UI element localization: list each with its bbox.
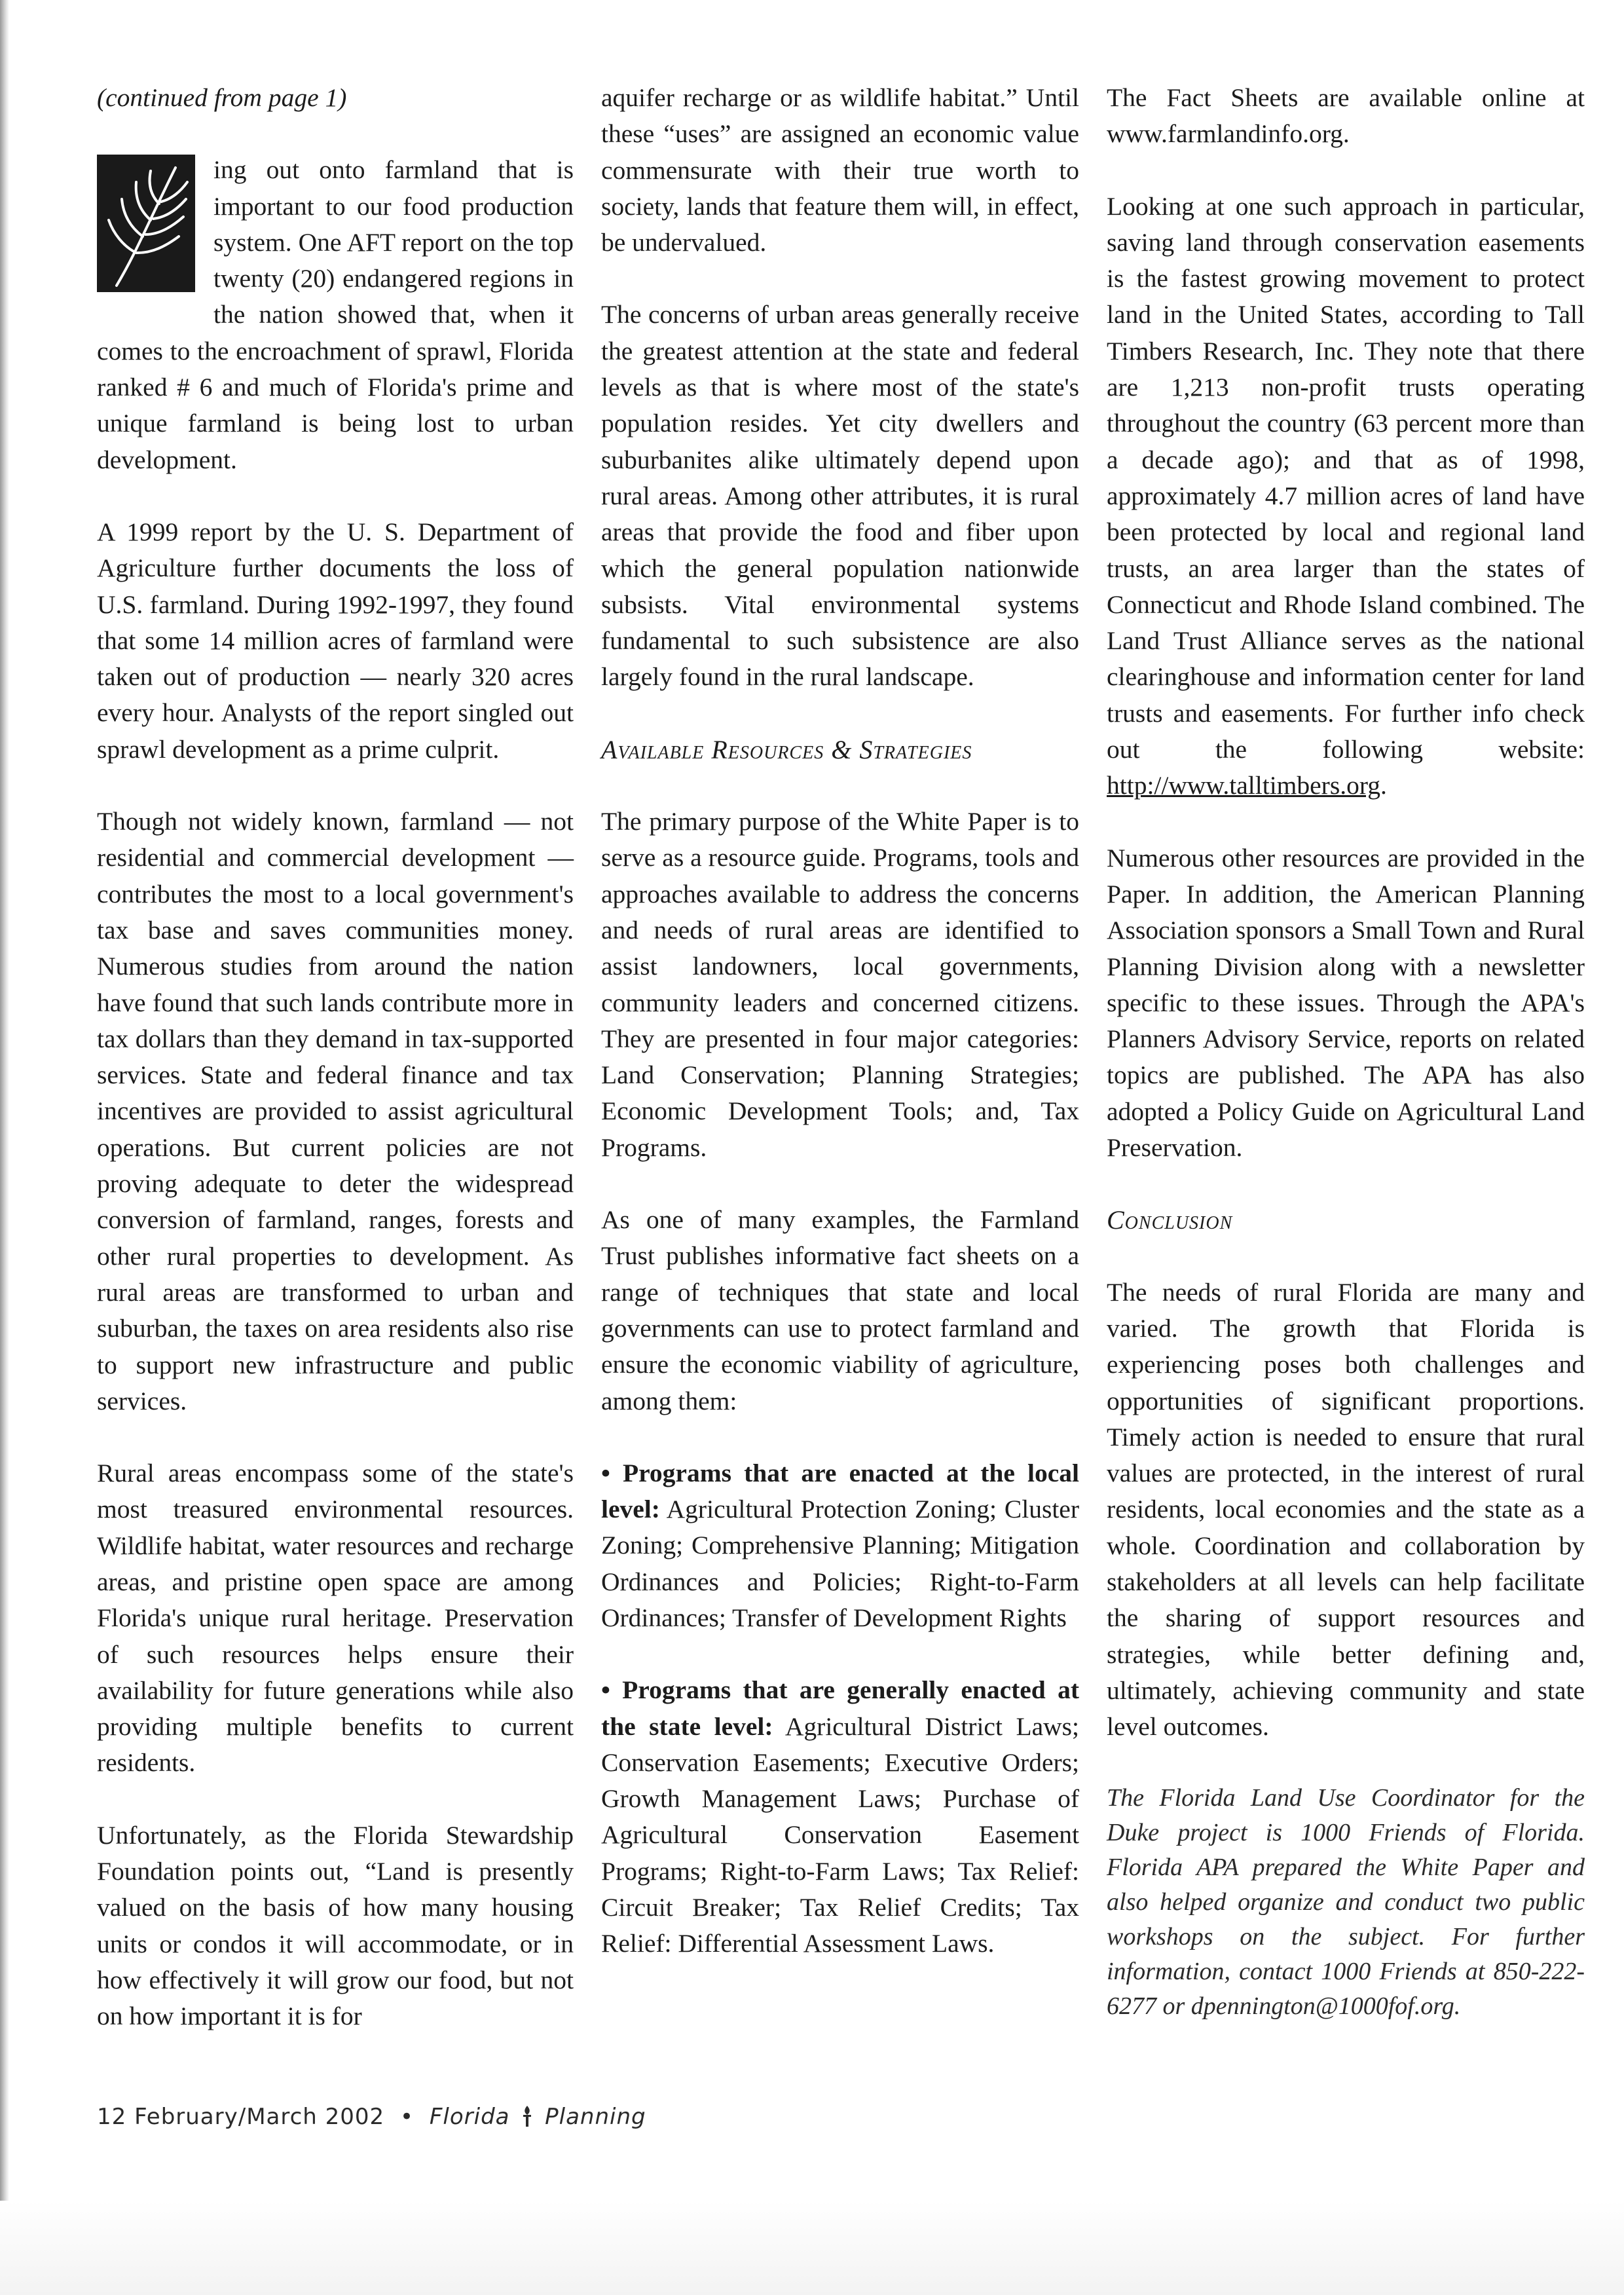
paragraph: Though not widely known, farmland — not residential and commercial development — contributes the most to a local government's tax base and saves communities money. Numerous studies from around the nation have found that such lands contribute more in tax dollars than they demand in tax-supported services. State and federal finance and tax incentives are provided to assist agricultural operations. But current policies are not proving adequate to deter the widespread conversion of farmland, ranges, forests and other rural properties to development. As rural areas are transformed to urban and suburban, the taxes on area residents also rise to support new infrastructure and public services. xyxy=(97,807,574,1415)
paragraph: Unfortunately, as the Florida Stewardship Foundation points out, “Land is presently valued on the basis of how many housing units or condos it will accommodate, or in how effectively it will grow our food, but not on how important it is for xyxy=(97,1820,574,2031)
bullet-text: Agricultural Protection Zoning; Cluster Zoning; Comprehensive Planning; Mitigation Ordinances and Policies; Right-to-Farm Ordinances; Transfer of Development Rights xyxy=(601,1495,1079,1632)
bullet-text: Agricultural District Laws; Conservation Easements; Executive Orders; Growth Management Laws; Purchase of Agricultural Conservation Easement Programs; Right-to-Farm Laws; Tax Relief: Circuit Breaker; Tax Relief Credits; Tax Relief: Differential Assessment Laws. xyxy=(601,1711,1079,1958)
issue-date: February/March 2002 xyxy=(134,2104,385,2130)
section-heading: Available Resources & Strategies xyxy=(601,734,972,764)
page-bottom-shadow xyxy=(0,2201,1624,2295)
column-2 xyxy=(601,80,1079,1998)
paragraph: aquifer recharge or as wildlife habitat.” Until these “uses” are assigned an economic value commensurate with their true worth to society, lands that feature them will, in effect, be undervalued. xyxy=(601,83,1079,257)
paragraph: Numerous other resources are provided in the Paper. In addition, the American Planning Association sponsors a Small Town and Rural Planning Division along with a newsletter specific to these issues. Through the APA's Planners Advisory Service, reports on related topics are published. The APA has also adopted a Policy Guide on Agricultural Land Preservation. xyxy=(1107,843,1585,1163)
bullet-item xyxy=(601,1455,1079,1636)
paragraph: The primary purpose of the White Paper is to serve as a resource guide. Programs, tools and approaches available to address the concerns and needs of rural areas are identified to assist landowners, local governments, community leaders and concerned citizens. They are presented in four major categories: Land Conservation; Planning Strategies; Economic Development Tools; and, Tax Programs. xyxy=(601,807,1079,1162)
column-1 xyxy=(97,80,574,2071)
bullet-lead: • Programs that are generally enacted at the state level: xyxy=(601,1675,1079,1741)
bullet-item xyxy=(601,1672,1079,1962)
torch-icon xyxy=(520,2104,534,2128)
paragraph: The Fact Sheets are available online at www.farmlandinfo.org. xyxy=(1107,83,1585,149)
paragraph: The concerns of urban areas generally receive the greatest attention at the state and federal levels as that is where most of the state's population resides. Yet city dwellers and suburbanites alike ultimately depend upon rural areas. Among other attributes, it is rural areas that provide the food and fiber upon which the general population nationwide subsists. Vital environmental systems fundamental to such subsistence are also largely found in the rural landscape. xyxy=(601,300,1079,692)
column-3 xyxy=(1107,80,1585,2060)
bullet-lead: • Programs that are enacted at the local level: xyxy=(601,1458,1079,1524)
paragraph: ing out onto farmland that is important to our food production system. One AFT report on the top twenty (20) endangered regions in the nation showed that, when it comes to the encroachment of sprawl, Florida ranked # 6 and much of Florida's prime and unique farmland is being lost to urban development. xyxy=(97,155,574,474)
paragraph xyxy=(1107,189,1585,804)
page-number: 12 xyxy=(97,2104,127,2130)
section-heading: Conclusion xyxy=(1107,1205,1233,1235)
magazine-name-part: Planning xyxy=(545,2104,646,2130)
author-credit: The Florida Land Use Coordinator for the Duke project is 1000 Friends of Florida. Florida APA prepared the White Paper and also helped organize and conduct two public workshops on the subject. For further information, contact 1000 Friends at 850-222-6277 or dpennington@1000fof.org. xyxy=(1107,1784,1585,2021)
paragraph: A 1999 report by the U. S. Department of Agriculture further documents the loss of U.S. farmland. During 1992-1997, they found that some 14 million acres of farmland were taken out of production — nearly 320 acres every hour. Analysts of the report singled out sprawl development as a prime culprit. xyxy=(97,517,574,764)
website-link[interactable]: http://www.talltimbers.org xyxy=(1107,771,1381,800)
continued-note: (continued from page 1) xyxy=(97,83,347,112)
paragraph: Rural areas encompass some of the state's most treasured environmental resources. Wildlife habitat, water resources and recharge areas, and pristine open space are among Florida's unique rural heritage. Preservation of such resources helps ensure their availability for future generations while also providing multiple benefits to current residents. xyxy=(97,1459,574,1778)
magazine-name: Florida xyxy=(429,2104,510,2130)
palm-frond-icon xyxy=(97,155,195,292)
paragraph-text: Looking at one such approach in particular, saving land through conservation easements is the fastest growing movement to protect land in the United States, according to Tall Timbers Research, Inc. They note that there are 1,213 non-profit trusts operating throughout the country (63 percent more than a decade ago); and that as of 1998, approximately 4.7 million acres of land have been protected by local and regional land trusts, an area larger than the states of Connecticut and Rhode Island combined. The Land Trust Alliance serves as the national clearinghouse and information center for land trusts and easements. For further info check out the following website: xyxy=(1107,191,1585,764)
paragraph: As one of many examples, the Farmland Trust publishes informative fact sheets on a range of techniques that state and local governments can use to protect farmland and ensure the economic viability of agriculture, among them: xyxy=(601,1205,1079,1415)
paragraph: The needs of rural Florida are many and varied. The growth that Florida is experiencing poses both challenges and opportunities of significant proportions. Timely action is needed to ensure that rural values are protected, in the interest of rural residents, local economies and the state as a whole. Coordination and collaboration by stakeholders at all levels can help facilitate the sharing of support resources and strategies, while better defining and, ultimately, achieving community and state level outcomes. xyxy=(1107,1277,1585,1742)
page-edge-shadow xyxy=(0,0,9,2295)
page-footer xyxy=(97,2104,646,2130)
separator: • xyxy=(399,2104,415,2130)
period: . xyxy=(1380,771,1387,800)
